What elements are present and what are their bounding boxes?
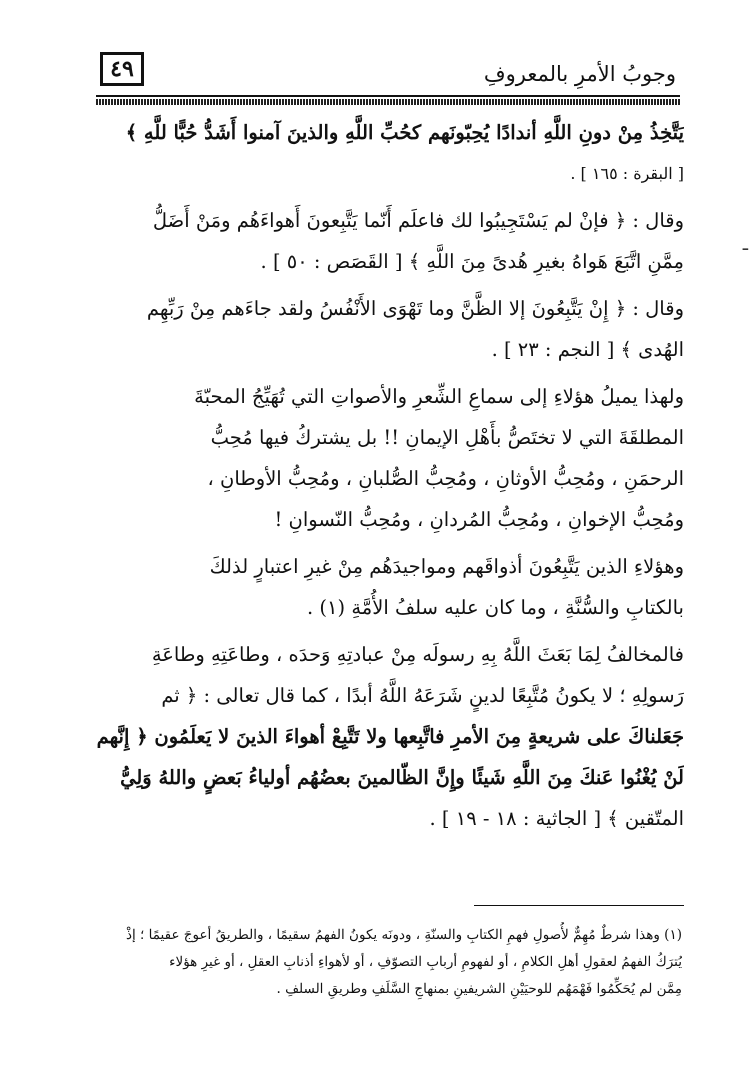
paragraph <box>92 634 684 839</box>
footnote-separator <box>474 905 684 906</box>
paragraph <box>92 288 684 370</box>
footnote-line: يُترَكُ الفهمُ لعقولِ أهلِ الكلامِ ، أو لفهومِ أربابِ التصوّفِ ، أو لأهواءِ أذنابِ العقلِ ، أو غيرِ هؤلاء <box>169 954 682 970</box>
text-line: وقال : ﴿ فإنْ لم يَسْتَجِيبُوا لك فاعلَم أَنّما يَتَّبِعونَ أَهواءَهُم ومَنْ أَضَلُّ <box>152 209 684 232</box>
paragraph <box>92 200 684 282</box>
header-rule <box>96 95 680 97</box>
text-line: لَنْ يُغْنُوا عَنكَ مِنَ اللَّهِ شَيئًا وإِنَّ الظّالمينَ بعضُهُم أولياءُ بَعضٍ واللهُ وَلِيُّ <box>120 766 684 789</box>
paragraph <box>92 112 684 194</box>
text-line: وهؤلاءِ الذين يَتَّبِعُونَ أذواقَهم ومواجيدَهُم مِنْ غيرِ اعتبارٍ لذلكَ <box>209 555 684 578</box>
text-line: فالمخالفُ لِمَا بَعَثَ اللَّهُ بِهِ رسولَه مِنْ عبادتِهِ وَحدَه ، وطاعَتِهِ وطاعَةِ <box>151 643 684 666</box>
text-line: رَسولِهِ ؛ لا يكونُ مُتَّبِعًا لدينٍ شَرَعَهُ اللَّهُ أبدًا ، كما قال تعالى : ﴿ ثم <box>161 684 684 707</box>
margin-mark: ـ <box>742 234 748 255</box>
footnote-line: مِمَّن لم يُحَكِّمُوا فَهْمَهُم للوحيَيْنِ الشريفينِ بمنهاجِ السَّلَفِ وطريقِ السلفِ . <box>276 981 682 997</box>
text-line: بالكتابِ والسُّنَّةِ ، وما كان عليه سلفُ الأُمَّةِ (١) . <box>307 596 684 619</box>
page-header <box>96 48 680 96</box>
text-line: المتّقين ﴾ [ الجاثية : ١٨ - ١٩ ] . <box>429 807 684 830</box>
text-line: المطلقَةَ التي لا تختَصُّ بأَهْلِ الإيمانِ !! بل يشتركُ فيها مُحِبُّ <box>210 426 684 449</box>
running-title: وجوبُ الأمرِ بالمعروفِ <box>483 62 676 86</box>
paragraph <box>92 376 684 540</box>
text-line: مِمَّنِ اتَّبَعَ هَواهُ بغيرِ هُدىً مِنَ اللَّهِ ﴾ [ القَصَص : ٥٠ ] . <box>260 250 684 273</box>
text-line: ولهذا يميلُ هؤلاءِ إلى سماعِ الشِّعرِ والأصواتِ التي تُهَيِّجُ المحبّةَ <box>194 385 684 408</box>
paragraph <box>92 546 684 628</box>
footnote-line: (١) وهذا شرطٌ مُهِمٌّ لأُصولِ فهمِ الكتابِ والسنّةِ ، ودونَه يكونُ الفهمُ سقيمًا ، والطريقُ أعوجَ عقيمًا ؛ إذْ <box>125 927 682 943</box>
text-line: الرحمَنِ ، ومُحِبُّ الأوثانِ ، ومُحِبُّ الصُّلبانِ ، ومُحِبُّ الأوطانِ ، <box>207 467 684 490</box>
header-hatched-rule <box>96 99 680 105</box>
footnote <box>78 922 682 1003</box>
text-line: جَعَلناكَ على شريعةٍ مِنَ الأمرِ فاتَّبِعها ولا تَتَّبِعْ أهواءَ الذينَ لا يَعلَمُون ﴿ إِنَّهم <box>96 725 684 748</box>
text-line: وقال : ﴿ إِنْ يَتَّبِعُونَ إلا الظَّنَّ وما تَهْوَى الأَنْفُسُ ولقد جاءَهم مِنْ رَبِّهِم <box>146 297 684 320</box>
page-number: ٤٩ <box>100 52 144 86</box>
text-line: الهُدى ﴾ [ النجم : ٢٣ ] . <box>491 338 684 361</box>
main-text <box>92 112 684 845</box>
text-line: يَتَّخِذُ مِنْ دونِ اللَّهِ أندادًا يُحِبّونَهم كحُبِّ اللَّهِ والذينَ آمنوا أَشَدُّ حُبًّا للَّهِ ﴾ <box>125 121 684 144</box>
text-line: ومُحِبُّ الإخوانِ ، ومُحِبُّ المُردانِ ، ومُحِبُّ النّسوانِ ! <box>274 508 684 531</box>
text-line: [ البقرة : ١٦٥ ] . <box>570 164 684 183</box>
